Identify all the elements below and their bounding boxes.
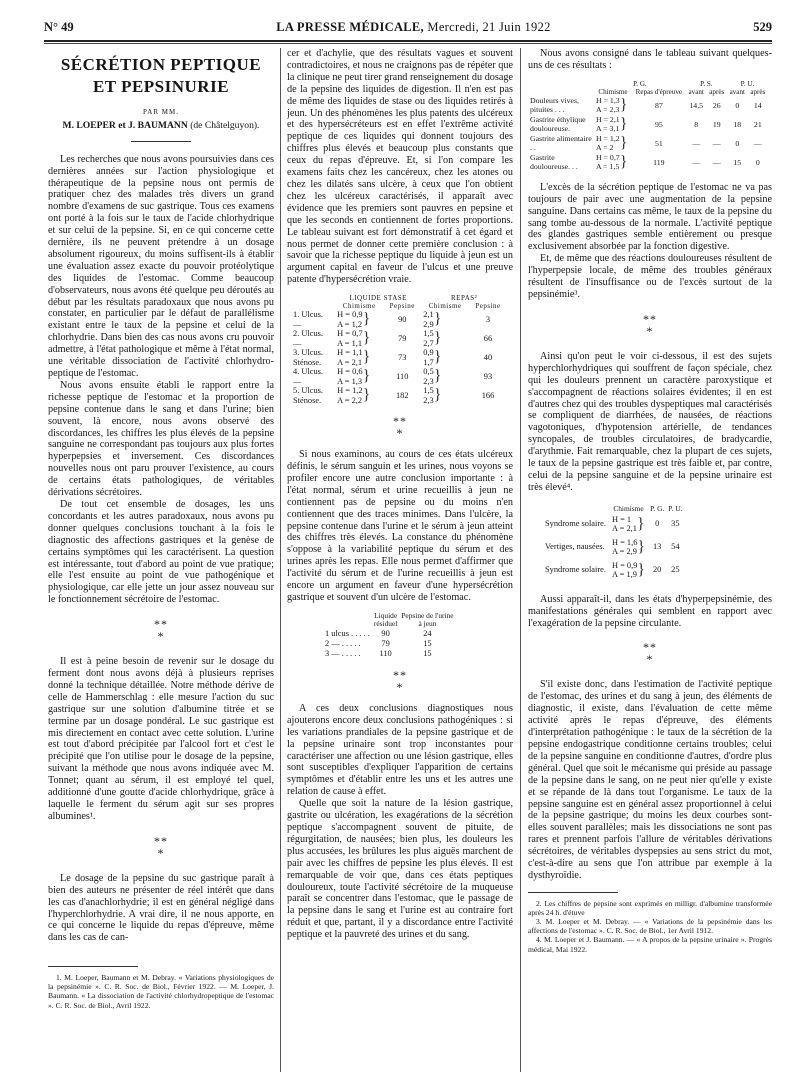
a-value: A = 2: [596, 143, 614, 153]
value-pu2: —: [753, 138, 762, 148]
section-asterism: ** *: [393, 414, 407, 441]
h-value: H = 1: [611, 514, 632, 524]
paragraph: Ainsi qu'on peut le voir ci-dessous, il est des sujets hyperchlorhydriques qui souffrent de façon spéciale, chez qui les douleurs prennent un caractère paroxystique et s'accompagnent de réactions solaires évidentes; il en est d'autres chez qui des troubles dyspeptiques mal caractérisés se compliquent de diarrhées, de nausées, de réactions vagotoniques, d'hypotension artérielle, de tendances syncopales, de troubles circulatoires, de bradycardie, d'arythmie. Fait remarquable, chez la plupart de ces sujets, le taux de la pepsine gastrique est très faible et, par contre, celui de la pepsine sanguine et de la pepsine urinaire est très élevé⁴.: [528, 350, 772, 493]
row-label: 3. Ulcus. Sténose.: [293, 348, 324, 367]
journal-name: LA PRESSE MÉDICALE,: [276, 19, 424, 34]
pepsine-urine: 24: [423, 628, 432, 638]
chimisme: H = 2,1 A = 3,1}: [596, 114, 628, 134]
a-value: A = 1,5: [596, 162, 620, 172]
byline-par: PAR MM.: [143, 108, 179, 116]
column-1: [48, 48, 274, 1082]
a-value: A = 2,9: [611, 547, 637, 557]
value-pg: 87: [654, 100, 663, 110]
footnote-rule: [48, 966, 138, 967]
authors-names: M. LOEPER et J. BAUMANN: [62, 120, 188, 131]
value-ps1: —: [692, 157, 701, 167]
header-rule: [44, 40, 772, 42]
table-subheader: avant: [729, 87, 745, 96]
stase-pepsine: 110: [396, 371, 409, 381]
h-value: H = 2,1: [596, 114, 620, 124]
h-value: H = 0,7: [596, 152, 620, 162]
repas-pepsine: 93: [483, 371, 493, 381]
value-ps1: 14,5: [689, 100, 704, 110]
chimisme: H = 1 A = 2,1}: [611, 514, 645, 534]
journal-masthead: [276, 20, 550, 35]
a-value: A = 1,9: [611, 570, 637, 580]
paragraph: Il est à peine besoin de revenir sur le dosage du ferment dont nous avons déjà à plusieurs reprises donné la technique détaillée. Notre méthode dérive de celle de Hammerschlag : elle mesure l'action du suc gastrique sur une solution d'albumine titrée et se termine par un dosage pondéral. Le suc gastrique est mis directement en contact avec cette solution. L'urine est tout d'abord précipitée par l'alcool fort et c'est le précipité que l'on utilise pour le dosage de la pepsine, suivant la méthode que nous avons indiquée avec M. Tonnet; quant au sérum, il est employé tel quel, additionné d'une goutte d'acide chlorhydrique, grâce à laquelle le ferment du sérum agit sur ses propres albumines¹.: [48, 656, 274, 822]
a-value: A = 2,1: [611, 524, 637, 534]
h-value: H = 1,3: [596, 95, 620, 105]
section-asterism: ** *: [643, 311, 657, 338]
h-value: H = 0,9: [337, 310, 363, 320]
table-row: [291, 367, 507, 386]
table-subheader: Pepsine: [389, 302, 415, 311]
stase-chimisme: H = 1,2 A = 2,2}: [337, 386, 371, 405]
repas-pepsine: 166: [481, 390, 495, 400]
h-value: H = 1,2: [596, 133, 620, 143]
table-row: [291, 348, 507, 367]
table-row: [291, 310, 507, 329]
row-label: 5. Ulcus. Sténose.: [293, 386, 324, 405]
table-header: P. S.: [700, 79, 713, 88]
issue-number: N° 49: [44, 19, 74, 34]
h-value: H = 1,6: [611, 537, 638, 547]
table-subheader: Chimisme: [598, 87, 628, 96]
table-row: [528, 96, 768, 115]
stase-pepsine: 73: [398, 352, 407, 362]
repas-chimisme: 0,5 2,3}: [423, 367, 442, 386]
value-pg: 95: [654, 119, 663, 129]
title-line-1: SÉCRÉTION PEPTIQUE: [60, 55, 262, 74]
table-row: [528, 115, 768, 134]
article-title: [48, 54, 274, 98]
table-header: Liquide résiduel: [373, 610, 398, 629]
paragraph: Le dosage de la pepsine du suc gastrique paraît à bien des auteurs ne présenter de réel intérêt que dans les cas d'anachlorhydrie; il est en général négligé dans l'hyperchlorhydrie. A vrai dire, il ne nous apporte, en ce qui concerne le liquide du repas d'épreuve, même dans les cas de can-: [48, 872, 274, 944]
paragraph: Aussi apparaît-il, dans les états d'hyperpepsinémie, des manifestations générales qui semblent en rapport avec l'exagération de la pepsine circulante.: [528, 593, 772, 629]
article-authors: [48, 120, 274, 131]
value-pg: 13: [652, 542, 662, 552]
value-ps2: —: [712, 157, 721, 167]
footnote-rule: [528, 892, 618, 893]
a-value: A = 1,2: [337, 319, 363, 329]
chimisme: H = 0,9 A = 1,9}: [611, 560, 646, 580]
row-label: 4. Ulcus. —: [293, 367, 324, 386]
repas-chimisme: 2,1 2,9}: [423, 310, 442, 329]
paragraph: A ces deux conclusions diagnostiques nous ajouterons encore deux conclusions pathogéniques : si les variations prandiales de la pepsine gastrique et de la pepsine urinaire sont trop inconstantes pour caractériser une affection ou une lésion gastrique, elles sont susceptibles d'expliquer l'apparition de certains symptômes et d'établir entre les uns et les autres une relation de cause à effet.: [287, 702, 513, 798]
table-header: P. G.: [633, 79, 647, 88]
pepsine-urine: 15: [423, 638, 432, 648]
paragraph: cer et d'achylie, que des résultats vagues et souvent contradictoires, et nous ne craignons pas de répéter que la clinique ne peut tirer grand renseignement du dosage de la pepsine des liquides de digestion. Il n'en est pas de même des liquides de stase ou des liquides retirés à jeun. Un des phénomènes les plus patents des ulcéreux et des hypersécréteurs est en effet l'extrême activité peptique de ces liquides qui donnent toujours des chiffres plus élevés et beaucoup plus constants que ceux du repas d'épreuve. Et, si l'on compare les examens faits chez les cancéreux, chez les atones ou chez les dilatés sans ulcère, à ceux que l'on obtient chez les ulcéreux caractérisés, il apparaît avec évidence que les premiers sont pauvres en pepsine et que les seconds en contiennent de fortes proportions. Le tableau suivant est fort démonstratif à cet égard et nous permet de donner cette première conclusion : à savoir que la richesse peptique du liquide à jeun est un argument capital en faveur de l'ulcus et une preuve patente d'hypersécrétion vraie.: [287, 48, 513, 286]
table-header: Chimisme: [613, 503, 644, 513]
table-subheader: après: [750, 87, 766, 96]
stase-chimisme: H = 0,9 A = 1,2}: [337, 310, 371, 329]
footnote-4: 4. M. Loeper et J. Baumann. — « A propos de la pepsine urinaire ». Progrès médical, Mai 1922.: [528, 935, 772, 954]
value-pu2: 21: [753, 119, 762, 129]
footnote-3: 3. M. Loeper et M. Debray. — « Variations de la pepsinémie dans les affections de l'estomac ». C. R. Soc. de Biol., 1er Avril 1912.: [528, 916, 772, 936]
table-subheader: Chimisme: [428, 302, 462, 311]
column-3: [528, 48, 772, 1082]
table-row: [528, 134, 768, 153]
row-label: 2 — . . . . .: [325, 638, 361, 648]
h-value: 1,5: [423, 329, 434, 339]
row-label: Vertiges, nausées.: [545, 542, 605, 552]
value-ps2: 26: [712, 100, 721, 110]
h-value: H = 1,2: [337, 386, 363, 396]
chimisme: H = 1,6 A = 2,9}: [611, 537, 646, 557]
stase-chimisme: H = 1,1 A = 2,1}: [337, 348, 371, 367]
stase-pepsine: 79: [398, 333, 407, 343]
section-asterism: ** *: [643, 640, 657, 667]
issue-date: Mercredi, 21 Juin 1922: [427, 19, 551, 34]
a-value: A = 1,1: [337, 338, 363, 348]
h-value: H = 0,9: [611, 560, 638, 570]
value-ps2: —: [712, 138, 721, 148]
a-value: 2,7: [423, 338, 434, 348]
table-row: [291, 386, 507, 405]
h-value: H = 0,7: [337, 329, 363, 339]
syndrome-pepsin-table: [542, 504, 684, 582]
section-asterism: ** *: [154, 617, 168, 644]
table-header: P. U.: [668, 503, 683, 513]
a-value: A = 2,2: [337, 395, 363, 405]
row-label: Gastrite alimentaire . .: [530, 134, 592, 153]
stase-pepsine: 182: [395, 390, 409, 400]
value-pu1: 0: [735, 100, 740, 110]
column-divider-1: [280, 48, 281, 1072]
h-value: 0,5: [423, 367, 434, 377]
table-row: [542, 536, 684, 559]
stase-chimisme: H = 0,6 A = 1,3}: [337, 367, 371, 386]
chimisme: H = 1,3 A = 2,3}: [596, 95, 628, 115]
repas-chimisme: 1,5 2,3}: [423, 386, 442, 405]
value-ps2: 19: [712, 119, 721, 129]
value-pu1: 15: [733, 157, 742, 167]
title-separator: [131, 141, 191, 142]
h-value: H = 0,6: [337, 367, 363, 377]
stase-chimisme: H = 0,7 A = 1,1}: [337, 329, 371, 348]
table-subheader: Repas d'épreuve: [635, 87, 683, 96]
value-pu: 35: [671, 519, 680, 529]
symptom-pepsin-table: [528, 80, 768, 172]
row-label: Gastrite douloureuse. . .: [530, 153, 578, 172]
paragraph: De tout cet ensemble de dosages, les uns concordants et les autres paradoxaux, nous avons pu donner quelques conclusions touchant à la fois le diagnostic des affections gastriques et la genèse de certains symptômes qui les caractérisent. La question est intéressante, tout d'abord au point de vue pratique; elle l'est ensuite au point de vue pathogénique et physiologique, car elle jette un jour assez nouveau sur le fonctionnement sécrétoire de l'estomac.: [48, 498, 274, 606]
table-header: P. U.: [740, 79, 755, 88]
repas-pepsine: 66: [483, 333, 493, 343]
table-row: [542, 513, 684, 536]
footnote-1: 1. M. Loeper, Baumann et M. Debray. « Variations physiologiques de la pepsinémie ». C. R. Soc. de Biol., Février 1922. — M. Loeper, J. Baumann. « La dissociation de l'activité chlorhydropeptique de l'estomac ». C. R. Soc. de Biol., Avril 1922.: [48, 972, 274, 1010]
table-subheader: après: [709, 87, 725, 96]
paragraph: Quelle que soit la nature de la lésion gastrique, gastrite ou ulcération, les exagérations de la sécrétion peptique s'accompagnent souvent de pituite, de régurgitation, de nausées; bien plus, les douleurs les plus accusées, les brûlures les plus aiguës marchent de pair avec les chiffres de pepsine les plus élevés. Il est remarquable de voir que, dans ces états peptiques douloureux, toute l'activité sécrétoire de la muqueuse paraît se concentrer dans l'estomac, que le passage de la pepsine dans le sang et l'urine est au contraire fort réduit et que, partant, il y a discordance entre l'activité peptique et la pauvreté des urines et du sang.: [287, 798, 513, 941]
liquide-residuel: 90: [381, 628, 390, 638]
a-value: A = 3,1: [596, 124, 620, 134]
h-value: H = 1,1: [337, 348, 363, 358]
paragraph: Et, de même que des réactions douloureuses résultent de l'hyperpepsie locale, de même des troubles généraux résultent de l'insuffisance ou de l'excès surtout de la pepsinémie³.: [528, 253, 772, 300]
repas-chimisme: 1,5 2,7}: [423, 329, 442, 348]
column-divider-2: [520, 48, 521, 1072]
value-pu2: 0: [755, 157, 760, 167]
pepsine-urine: 15: [423, 648, 432, 658]
page-number: 529: [753, 19, 772, 34]
page-header: [44, 16, 772, 38]
table-row: [291, 329, 507, 348]
value-pu2: 14: [753, 100, 762, 110]
paragraph: L'excès de la sécrétion peptique de l'estomac ne va pas toujours de pair avec une augmentation de la pepsine sanguine. Dans certains cas même, le taux de la pepsine du sang tombe au-dessous de la normale. L'activité peptique des glandes gastriques semble entièrement ou presque exclusivement absorbée par la fonction digestive.: [528, 181, 772, 253]
value-pu: 25: [671, 565, 680, 575]
value-pg: 0: [655, 519, 660, 529]
section-asterism: ** *: [393, 667, 407, 694]
a-value: A = 2,3: [596, 105, 620, 115]
h-value: 1,5: [423, 386, 434, 396]
title-line-2: ET PEPSINURIE: [92, 77, 230, 96]
a-value: 1,7: [423, 357, 434, 367]
table-row: [542, 559, 684, 582]
row-label: 1. Ulcus. —: [293, 310, 324, 329]
row-label: Douleurs vives, pituites . . .: [530, 96, 579, 115]
a-value: 2,9: [423, 319, 434, 329]
liquide-residuel: 110: [379, 648, 392, 658]
table-row: [528, 153, 768, 172]
row-label: Syndrome solaire.: [545, 519, 606, 529]
section-asterism: ** *: [154, 833, 168, 860]
table-header: P. G.: [650, 503, 665, 513]
footnote-2: 2. Les chiffres de pepsine sont exprimés en milligr. d'albumine transformée après 24 h. d'étuve: [528, 898, 772, 917]
row-label: Gastrite éthylique douloureuse.: [530, 115, 586, 134]
table-group-header: REPAS²: [451, 294, 478, 303]
paragraph: Les recherches que nous avons poursuivies dans ces dernières années sur l'action physiologique et thérapeutique de la pepsine nous ont permis de pratiquer chez des malades très divers un grand nombre d'examens de suc gastrique. Tous ces examens ont porté à la fois sur le taux de l'acide chlorhydrique et sur celui de la pepsine. Si, en ce qui concerne cette dernière, ils ne peuvent prétendre à un dosage absolument rigoureux, du moins suffisent-ils à établir une évaluation assez exacte du pouvoir protéolytique des liquides de l'estomac. Comme beaucoup d'observateurs, nous avons été quelque peu déroutés au début par les résultats paradoxaux que nous avons pu constater, en particulier par le défaut de parallélisme existant entre le taux de la pepsine et celui de la chlorhydrie. Dans bien des cas nous avons cru pouvoir admettre, à l'état pathologique et même à l'état normal, une véritable dissociation de l'activité chlorhydro-peptique de l'estomac.: [48, 153, 274, 379]
ulcus-pepsin-table: [291, 294, 507, 405]
paragraph: S'il existe donc, dans l'estimation de l'activité peptique de l'estomac, des urines et du sang à jeun, des éléments de diagnostic, il existe, dans l'évaluation de cette même activité après le repas d'épreuve, des éléments d'interprétation pathogénique : le taux de la sécrétion de la pepsine endogastrique conditionne certains troubles; celui de la pepsine sanguine en conditionne d'autres, d'ordre plus général. Quel que soit le mécanisme qui préside au passage de la pepsine dans le sang, on ne peut nier qu'elle y existe et se répande de là dans tout l'organisme. Le taux de la pepsine sanguine est en général assez proportionnel à celui de la pepsine gastrique; du moins les deux courbes sont-elles souvent parallèles; mais les dissociations ne sont pas rares et prennent parfois l'allure de véritables dérivations sécrétoires, de véritables dyspepsies au sens strict du mot, c'est-à-dire au sens que l'on attribue par exemple à la dysthyroïdie.: [528, 679, 772, 881]
a-value: 2,3: [423, 376, 434, 386]
row-label: 2. Ulcus. —: [293, 329, 324, 348]
value-pg: 119: [653, 157, 665, 167]
value-ps1: —: [692, 138, 701, 148]
table-row: [323, 639, 456, 649]
value-pu: 54: [671, 542, 680, 552]
value-ps1: 8: [694, 119, 699, 129]
value-pg: 20: [652, 565, 662, 575]
stase-pepsine: 90: [398, 314, 407, 324]
table-group-header: LIQUIDE STASE: [349, 294, 407, 303]
repas-pepsine: 3: [485, 314, 491, 324]
a-value: A = 1,3: [337, 376, 363, 386]
chimisme: H = 1,2 A = 2 }: [596, 133, 628, 153]
a-value: 2,3: [423, 395, 434, 405]
paragraph: Nous avons consigné dans le tableau suivant quelques-uns de ces résultats :: [528, 48, 772, 71]
table-subheader: Chimisme: [342, 302, 376, 311]
paragraph: Nous avons ensuite établi le rapport entre la richesse peptique de l'estomac et la proportion de pepsine contenue dans le sang et dans l'urine; bien souvent, là encore, nous avons observé des discordances, les chiffres les plus élevés de la pepsine sanguine ne correspondant pas toujours aux plus fortes hyperpepsies et inversement. Ces discordances nouvelles nous ont paru prouver l'existence, au cours de certains états pathologiques, de véritables dérivations sécrétoires.: [48, 379, 274, 499]
row-label: 3 — . . . . .: [325, 648, 361, 658]
row-label: Syndrome solaire.: [545, 565, 606, 575]
a-value: A = 2,1: [337, 357, 363, 367]
row-label: 1 ulcus . . . . .: [325, 628, 370, 638]
authors-affiliation: (de Châtelguyon).: [190, 120, 260, 131]
table-row: [323, 649, 456, 659]
value-pu1: 18: [733, 119, 742, 129]
liquide-residuel: 79: [381, 638, 390, 648]
urine-pepsin-table: [323, 612, 456, 659]
repas-chimisme: 0,9 1,7}: [423, 348, 442, 367]
h-value: 0,9: [423, 348, 434, 358]
repas-pepsine: 40: [483, 352, 493, 362]
paragraph: Si nous examinons, au cours de ces états ulcéreux définis, le sérum sanguin et les urines, nous voyons se profiler encore une autre conclusion importante : à l'état normal, sérum et urine recueillis à jeun ne contiennent pas de pepsine ou du moins n'en contiennent que des traces minimes. Dans l'ulcère, la pepsine contenue dans l'urine et le sérum à jeun atteint des chiffres très élevés. La constance du phénomène s'oppose à la variabilité peptique du sérum et des urines après les repas. Elle nous permet d'affirmer que l'activité du sérum et de l'urine recueillis à jeun est encore un argument en faveur d'une hypersécrétion gastrique et souvent d'un ulcère de l'estomac.: [287, 449, 513, 603]
chimisme: H = 0,7 A = 1,5}: [596, 152, 628, 172]
column-2: [287, 48, 513, 1082]
header-rule-thin: [44, 43, 772, 44]
table-subheader: Pepsine: [475, 302, 501, 311]
value-pu1: 0: [735, 138, 740, 148]
h-value: 2,1: [423, 310, 434, 320]
table-subheader: avant: [688, 87, 704, 96]
table-header: Pepsine de l'urine à jeun: [401, 610, 454, 629]
table-row: [323, 629, 456, 639]
value-pg: 51: [654, 138, 663, 148]
